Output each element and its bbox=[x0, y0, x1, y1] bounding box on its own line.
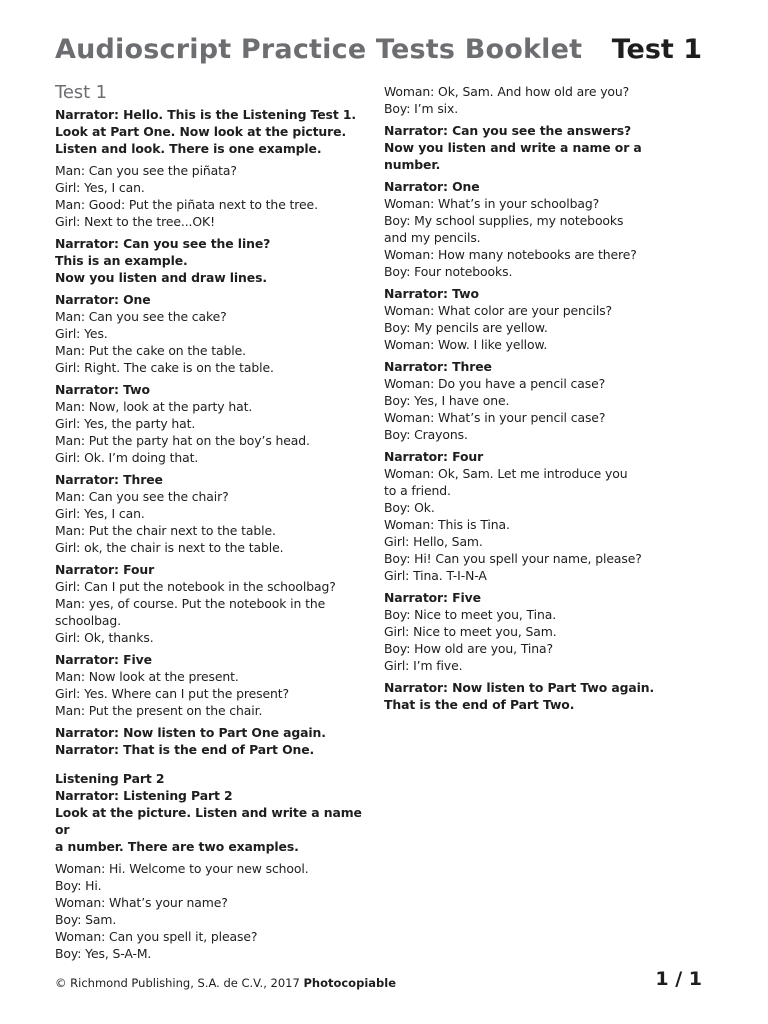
narrator-line: This is an example. bbox=[55, 253, 188, 268]
dialogue-block bbox=[55, 106, 373, 157]
narrator-line: Narrator: Hello. This is the Listening Test 1. bbox=[55, 107, 357, 122]
dialogue-line: Girl: Tina. T-I-N-A bbox=[384, 568, 487, 583]
photocopiable-label: Photocopiable bbox=[303, 976, 396, 990]
narrator-line: Narrator: Can you see the line? bbox=[55, 236, 271, 251]
narrator-line: Narrator: That is the end of Part One. bbox=[55, 742, 315, 757]
narrator-line: Narrator: Two bbox=[384, 286, 479, 301]
dialogue-line: Boy: I’m six. bbox=[384, 101, 459, 116]
dialogue-line: Girl: Hello, Sam. bbox=[384, 534, 483, 549]
left-column bbox=[55, 82, 373, 967]
dialogue-line: Boy: Yes, S-A-M. bbox=[55, 946, 152, 961]
dialogue-line: Woman: What color are your pencils? bbox=[384, 303, 613, 318]
dialogue-line: Woman: Ok, Sam. Let me introduce you bbox=[384, 466, 628, 481]
narrator-line: Narrator: Four bbox=[55, 562, 155, 577]
narrator-line: Narrator: Three bbox=[55, 472, 163, 487]
dialogue-block bbox=[55, 724, 373, 758]
dialogue-line: Girl: Yes. bbox=[55, 326, 108, 341]
dialogue-line: Woman: This is Tina. bbox=[384, 517, 510, 532]
dialogue-line: Woman: Hi. Welcome to your new school. bbox=[55, 861, 309, 876]
dialogue-line: Boy: My school supplies, my notebooks bbox=[384, 213, 624, 228]
dialogue-line: Girl: Ok. I’m doing that. bbox=[55, 450, 199, 465]
dialogue-line: Boy: My pencils are yellow. bbox=[384, 320, 548, 335]
dialogue-line: Girl: Yes. Where can I put the present? bbox=[55, 686, 290, 701]
dialogue-block bbox=[384, 358, 702, 443]
dialogue-block bbox=[55, 162, 373, 230]
dialogue-line: Man: Can you see the chair? bbox=[55, 489, 229, 504]
narrator-line: Narrator: Now listen to Part One again. bbox=[55, 725, 326, 740]
dialogue-block bbox=[55, 651, 373, 719]
dialogue-block bbox=[384, 679, 702, 713]
dialogue-block bbox=[384, 589, 702, 674]
narrator-line: Narrator: Three bbox=[384, 359, 492, 374]
dialogue-line: Woman: Wow. I like yellow. bbox=[384, 337, 548, 352]
dialogue-line: Boy: How old are you, Tina? bbox=[384, 641, 553, 656]
right-transcript bbox=[384, 83, 702, 713]
dialogue-line: Man: Put the present on the chair. bbox=[55, 703, 263, 718]
dialogue-line: Woman: What’s in your schoolbag? bbox=[384, 196, 600, 211]
section-heading: Test 1 bbox=[55, 82, 108, 103]
dialogue-line: Girl: I’m five. bbox=[384, 658, 463, 673]
narrator-line: Now you listen and write a name or a number. bbox=[384, 140, 642, 172]
narrator-line: Narrator: One bbox=[55, 292, 151, 307]
narrator-line: Narrator: Listening Part 2 bbox=[55, 788, 233, 803]
dialogue-block bbox=[384, 178, 702, 280]
dialogue-line: Woman: How many notebooks are there? bbox=[384, 247, 637, 262]
narrator-line: Narrator: Can you see the answers? bbox=[384, 123, 632, 138]
dialogue-line: Girl: Right. The cake is on the table. bbox=[55, 360, 274, 375]
dialogue-block bbox=[384, 448, 702, 584]
dialogue-line: schoolbag. bbox=[55, 613, 121, 628]
narrator-line: Narrator: Now listen to Part Two again. bbox=[384, 680, 655, 695]
dialogue-line: Girl: Ok, thanks. bbox=[55, 630, 154, 645]
dialogue-line: Girl: Can I put the notebook in the schoolbag? bbox=[55, 579, 336, 594]
dialogue-line: Man: yes, of course. Put the notebook in the bbox=[55, 596, 326, 611]
dialogue-line: Woman: What’s your name? bbox=[55, 895, 228, 910]
dialogue-line: Woman: Do you have a pencil case? bbox=[384, 376, 606, 391]
dialogue-line: to a friend. bbox=[384, 483, 451, 498]
dialogue-line: Boy: Nice to meet you, Tina. bbox=[384, 607, 557, 622]
dialogue-line: Woman: Can you spell it, please? bbox=[55, 929, 258, 944]
dialogue-block bbox=[55, 770, 373, 855]
dialogue-line: Boy: Hi. bbox=[55, 878, 102, 893]
page-title: Audioscript Practice Tests Booklet bbox=[55, 34, 583, 65]
dialogue-line: Woman: Ok, Sam. And how old are you? bbox=[384, 84, 630, 99]
dialogue-line: Boy: Ok. bbox=[384, 500, 435, 515]
narrator-line: Narrator: Five bbox=[55, 652, 152, 667]
dialogue-line: Boy: Four notebooks. bbox=[384, 264, 513, 279]
dialogue-block bbox=[55, 235, 373, 286]
right-column bbox=[384, 83, 702, 718]
dialogue-block bbox=[55, 471, 373, 556]
dialogue-line: Man: Good: Put the piñata next to the tree. bbox=[55, 197, 318, 212]
narrator-line: Listening Part 2 bbox=[55, 771, 165, 786]
dialogue-line: Man: Put the cake on the table. bbox=[55, 343, 246, 358]
left-transcript bbox=[55, 106, 373, 962]
dialogue-line: and my pencils. bbox=[384, 230, 481, 245]
dialogue-line: Boy: Sam. bbox=[55, 912, 117, 927]
dialogue-line: Girl: ok, the chair is next to the table. bbox=[55, 540, 284, 555]
narrator-line: Now you listen and draw lines. bbox=[55, 270, 267, 285]
dialogue-line: Girl: Yes, I can. bbox=[55, 506, 145, 521]
dialogue-line: Girl: Yes, I can. bbox=[55, 180, 145, 195]
narrator-line: Look at Part One. Now look at the picture. bbox=[55, 124, 347, 139]
narrator-line: Narrator: Four bbox=[384, 449, 484, 464]
dialogue-line: Man: Can you see the cake? bbox=[55, 309, 227, 324]
narrator-line: a number. There are two examples. bbox=[55, 839, 299, 854]
dialogue-line: Girl: Next to the tree...OK! bbox=[55, 214, 215, 229]
dialogue-line: Boy: Hi! Can you spell your name, please? bbox=[384, 551, 642, 566]
dialogue-block bbox=[384, 122, 702, 173]
test-label: Test 1 bbox=[611, 34, 702, 65]
dialogue-line: Girl: Yes, the party hat. bbox=[55, 416, 196, 431]
copyright-text: © Richmond Publishing, S.A. de C.V., 2017 bbox=[55, 976, 300, 990]
narrator-line: Narrator: Five bbox=[384, 590, 481, 605]
dialogue-block bbox=[384, 83, 702, 117]
dialogue-block bbox=[55, 291, 373, 376]
dialogue-line: Man: Now, look at the party hat. bbox=[55, 399, 253, 414]
dialogue-line: Man: Put the party hat on the boy’s head. bbox=[55, 433, 310, 448]
dialogue-line: Man: Put the chair next to the table. bbox=[55, 523, 276, 538]
footer-copyright bbox=[55, 976, 396, 990]
narrator-line: Listen and look. There is one example. bbox=[55, 141, 322, 156]
page-number: 1 / 1 bbox=[655, 968, 702, 990]
narrator-line: Narrator: One bbox=[384, 179, 480, 194]
dialogue-block bbox=[55, 381, 373, 466]
dialogue-line: Boy: Yes, I have one. bbox=[384, 393, 510, 408]
narrator-line: Narrator: Two bbox=[55, 382, 150, 397]
narrator-line: Look at the picture. Listen and write a name or bbox=[55, 805, 362, 837]
dialogue-block bbox=[55, 860, 373, 962]
dialogue-block bbox=[55, 561, 373, 646]
dialogue-line: Girl: Nice to meet you, Sam. bbox=[384, 624, 557, 639]
dialogue-line: Man: Now look at the present. bbox=[55, 669, 239, 684]
dialogue-line: Man: Can you see the piñata? bbox=[55, 163, 237, 178]
dialogue-line: Woman: What’s in your pencil case? bbox=[384, 410, 606, 425]
dialogue-block bbox=[384, 285, 702, 353]
dialogue-line: Boy: Crayons. bbox=[384, 427, 468, 442]
narrator-line: That is the end of Part Two. bbox=[384, 697, 575, 712]
